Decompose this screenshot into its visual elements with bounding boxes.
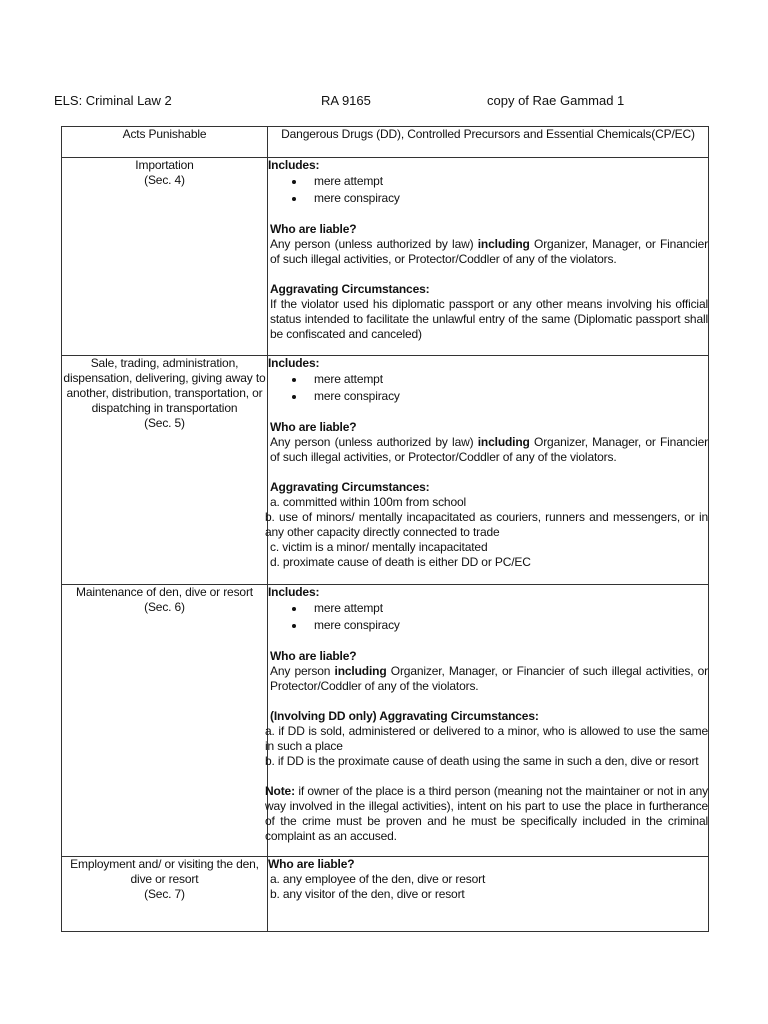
aggravating-label: (Involving DD only) Aggravating Circumstances: (270, 709, 539, 723)
act-cell (62, 158, 268, 356)
list-item: • mere attempt (306, 173, 708, 190)
act-cell (62, 356, 268, 585)
act-name: Maintenance of den, dive or resort (75, 585, 253, 599)
detail-cell (265, 585, 709, 857)
aggravating-item: a. if DD is sold, administered or delivered to a minor, who is allowed to use the same in such a place (265, 724, 708, 753)
column-header-acts: Acts Punishable (62, 127, 268, 158)
column-header-dd: Dangerous Drugs (DD), Controlled Precursors and Essential Chemicals(CP/EC) (268, 127, 709, 158)
list-item: • mere conspiracy (306, 617, 708, 634)
act-section: (Sec. 4) (144, 173, 185, 187)
includes-list (268, 600, 708, 634)
act-cell (62, 585, 268, 857)
includes-list (268, 371, 708, 405)
detail-cell (265, 356, 709, 585)
detail-cell (268, 857, 709, 932)
liable-item: b. any visitor of the den, dive or resort (270, 887, 465, 901)
act-cell (62, 857, 268, 932)
includes-list (268, 173, 708, 207)
liable-item: a. any employee of the den, dive or resort (270, 872, 486, 886)
note-label: Note: (265, 784, 295, 798)
act-name: Employment and/ or visiting the den, dive or resort (70, 857, 259, 886)
page-header (54, 93, 714, 109)
table-header-row (62, 127, 709, 158)
act-section: (Sec. 5) (144, 416, 185, 430)
table-row (62, 356, 709, 585)
aggravating-item: d. proximate cause of death is either DD or PC/EC (270, 555, 531, 569)
includes-label: Includes: (268, 356, 320, 370)
list-item: • mere conspiracy (306, 190, 708, 207)
aggravating-item: a. committed within 100m from school (270, 495, 467, 509)
table-row (62, 585, 709, 857)
includes-label: Includes: (268, 158, 320, 172)
aggravating-text: If the violator used his diplomatic passport or any other means involving his official status intended to facilitate the unlawful entry of the same (Diplomatic passport shall be confiscated and canceled) (270, 297, 708, 341)
liable-text: Any person including Organizer, Manager, or Financier of such illegal activities, or Protector/Coddler of any of the violators. (270, 664, 708, 693)
liable-text: Any person (unless authorized by law) including Organizer, Manager, or Financier of such illegal activities, or Protector/Coddler of any of the violators. (270, 435, 708, 464)
detail-cell (268, 158, 709, 356)
table-row (62, 857, 709, 932)
liable-text: Any person (unless authorized by law) including Organizer, Manager, or Financier of such illegal activities, or Protector/Coddler of any of the violators. (270, 237, 708, 266)
acts-punishable-table (61, 126, 709, 932)
note-text: Note: if owner of the place is a third person (meaning not the maintainer or not in any way involved in the illegal activities), intent on his part to use the place in furtherance of the crime must be proven and he must be specifically included in the criminal complaint as an accused. (265, 784, 708, 843)
liable-label: Who are liable? (270, 420, 357, 434)
list-item: • mere conspiracy (306, 388, 708, 405)
act-name: Sale, trading, administration, dispensation, delivering, giving away to another, distribution, transportation, or dispatching in transportation (63, 356, 266, 415)
liable-label: Who are liable? (268, 857, 355, 871)
copy-owner: copy of Rae Gammad 1 (487, 93, 625, 108)
aggravating-label: Aggravating Circumstances: (270, 282, 430, 296)
act-name: Importation (135, 158, 194, 172)
list-item: • mere attempt (306, 600, 708, 617)
aggravating-item: c. victim is a minor/ mentally incapacitated (270, 540, 488, 554)
course-title: ELS: Criminal Law 2 (54, 93, 172, 108)
aggravating-label: Aggravating Circumstances: (270, 480, 430, 494)
act-section: (Sec. 6) (144, 600, 185, 614)
act-section: (Sec. 7) (144, 887, 185, 901)
aggravating-item: b. if DD is the proximate cause of death using the same in such a den, dive or resort (265, 754, 699, 768)
liable-label: Who are liable? (270, 222, 357, 236)
includes-label: Includes: (268, 585, 320, 599)
list-item: • mere attempt (306, 371, 708, 388)
liable-label: Who are liable? (270, 649, 357, 663)
aggravating-item: b. use of minors/ mentally incapacitated as couriers, runners and messengers, or in any other capacity directly connected to trade (265, 510, 708, 539)
ra-number: RA 9165 (321, 93, 371, 108)
table-row (62, 158, 709, 356)
